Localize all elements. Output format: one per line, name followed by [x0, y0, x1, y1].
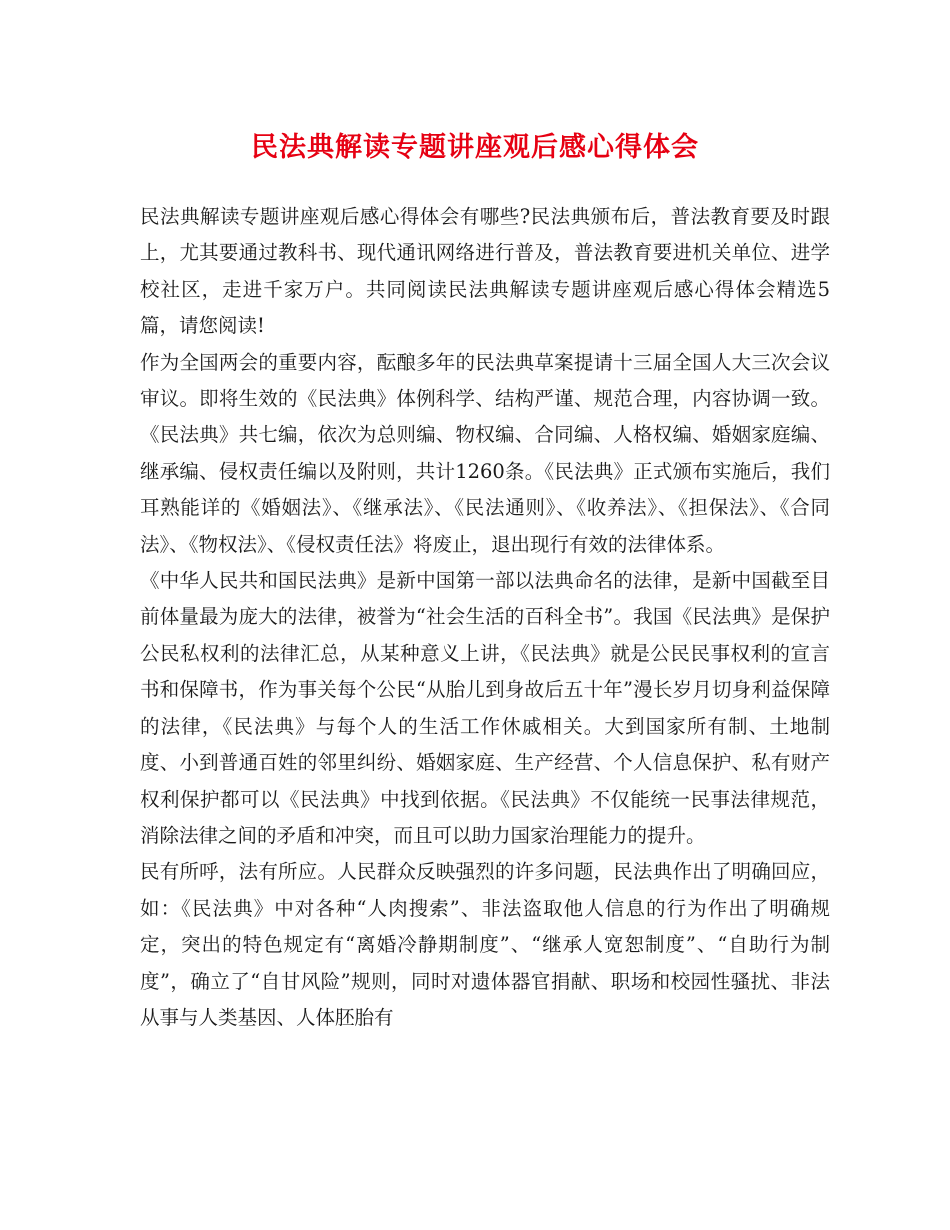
paragraph-civil-code-responses: 民有所呼，法有所应。人民群众反映强烈的许多问题，民法典作出了明确回应，如：《民法典》中对各种“人肉搜索”、非法盗取他人信息的行为作出了明确规定，突出的特色规定有“离婚冷静期制度”、“继承人宽恕制度”、“自助行为制度”，确立了“自甘风险”规则，同时对遗体器官捐献、职场和校园性骚扰、非法从事与人类基因、人体胚胎有 — [140, 860, 830, 1029]
paragraph-civil-code-structure: 作为全国两会的重要内容，酝酿多年的民法典草案提请十三届全国人大三次会议审议。即将生效的《民法典》体例科学、结构严谨、规范合理，内容协调一致。《民法典》共七编，依次为总则编、物权编、合同编、人格权编、婚姻家庭编、继承编、侵权责任编以及附则，共计1260条。《民法典》正式颁布实施后，我们耳熟能详的《婚姻法》、《继承法》、《民法通则》、《收养法》、《担保法》、《合同法》、《物权法》、《侵权责任法》将废止，退出现行有效的法律体系。 — [140, 350, 830, 556]
paragraph-civil-code-significance: 《中华人民共和国民法典》是新中国第一部以法典命名的法律，是新中国截至目前体量最为庞大的法律，被誉为“社会生活的百科全书”。我国《民法典》是保护公民私权利的法律汇总，从某种意义上讲，《民法典》就是公民民事权利的宣言书和保障书，作为事关每个公民“从胎儿到身故后五十年”漫长岁月切身利益保障的法律，《民法典》与每个人的生活工作休戚相关。大到国家所有制、土地制度、小到普通百姓的邻里纠纷、婚姻家庭、生产经营、个人信息保护、私有财产权利保护都可以《民法典》中找到依据。《民法典》不仅能统一民事法律规范，消除法律之间的矛盾和冲突，而且可以助力国家治理能力的提升。 — [140, 569, 830, 847]
paragraph-intro: 民法典解读专题讲座观后感心得体会有哪些?民法典颁布后，普法教育要及时跟上，尤其要通过教科书、现代通讯网络进行普及，普法教育要进机关单位、进学校社区，走进千家万户。共同阅读民法典解读专题讲座观后感心得体会精选5篇，请您阅读! — [140, 205, 830, 338]
document-body — [140, 199, 830, 1036]
document-title: 民法典解读专题讲座观后感心得体会 — [251, 132, 699, 163]
